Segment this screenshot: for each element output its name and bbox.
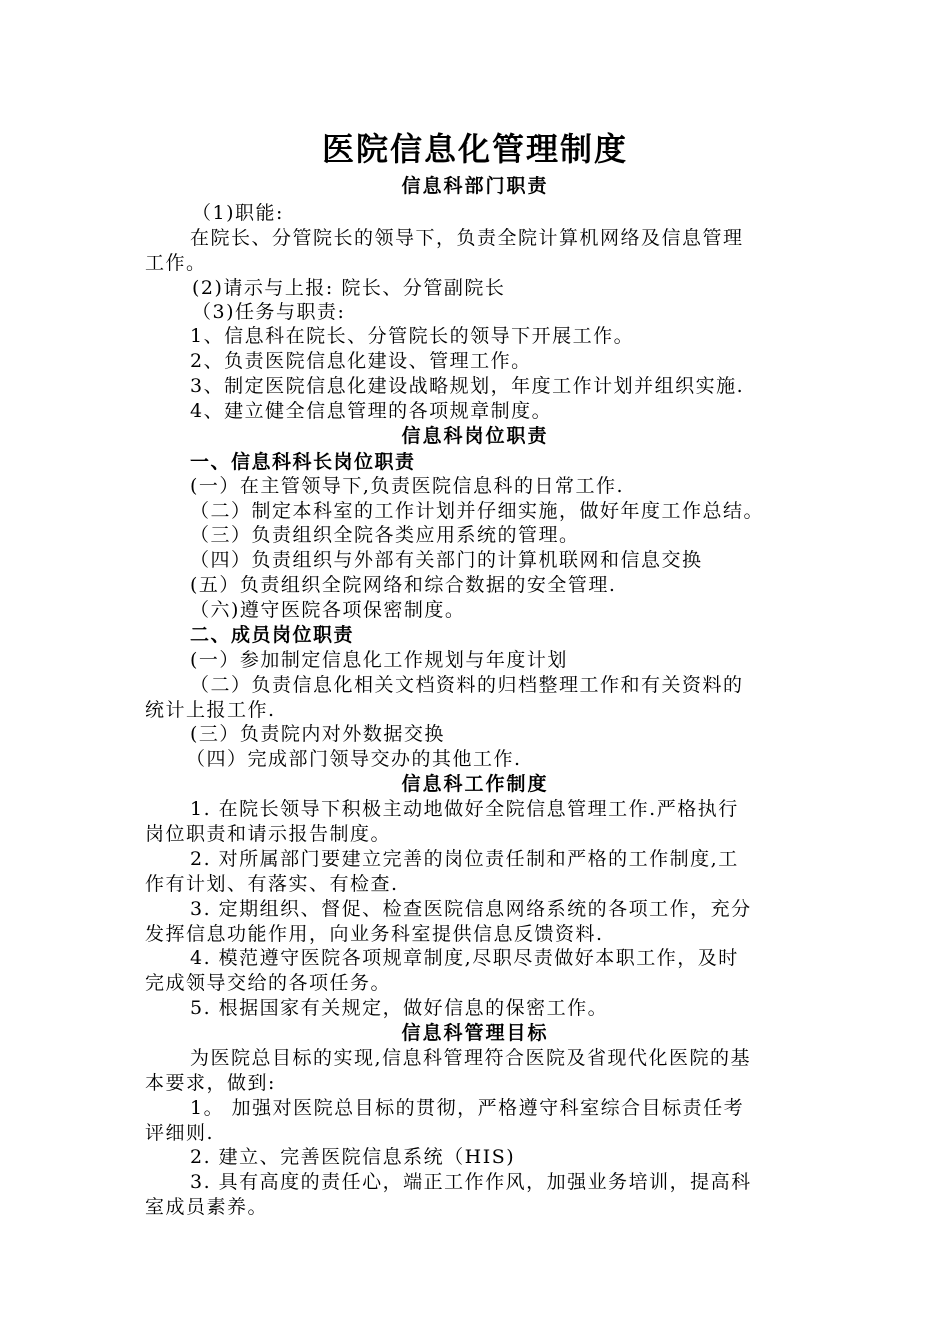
paragraph-line: （四）完成部门领导交办的其他工作. xyxy=(186,748,522,770)
paragraph-line: （1)职能: xyxy=(192,202,284,224)
paragraph-line: （三）负责组织全院各类应用系统的管理。 xyxy=(190,524,580,546)
paragraph-line: 5. 根据国家有关规定，做好信息的保密工作。 xyxy=(190,997,609,1019)
paragraph-line: 2、负责医院信息化建设、管理工作。 xyxy=(190,350,532,372)
paragraph-line: (五）负责组织全院网络和综合数据的安全管理. xyxy=(190,574,617,596)
paragraph-line: （二）负责信息化相关文档资料的归档整理工作和有关资料的 xyxy=(190,674,744,696)
section-heading-post-duties: 信息科岗位职责 xyxy=(401,425,549,447)
paragraph-line: 本要求，做到: xyxy=(145,1072,276,1094)
paragraph-line: （3)任务与职责: xyxy=(192,301,346,323)
document-title: 医院信息化管理制度 xyxy=(321,130,628,168)
paragraph-line: 3. 定期组织、督促、检查医院信息网络系统的各项工作，充分 xyxy=(190,898,752,920)
paragraph-line: 工作。 xyxy=(145,252,207,274)
paragraph-line: （二）制定本科室的工作计划并仔细实施，做好年度工作总结。 xyxy=(190,500,765,522)
subsection-heading: 二、成员岗位职责 xyxy=(190,624,355,646)
paragraph-line: (三）负责院内对外数据交换 xyxy=(190,723,445,745)
paragraph-line: 1、信息科在院长、分管院长的领导下开展工作。 xyxy=(190,325,635,347)
paragraph-line: 室成员素养。 xyxy=(145,1196,269,1218)
paragraph-line: 2. 建立、完善医院信息系统（HIS) xyxy=(190,1146,516,1168)
paragraph-line: 统计上报工作. xyxy=(145,699,276,721)
paragraph-line: （四）负责组织与外部有关部门的计算机联网和信息交换 xyxy=(190,549,703,571)
paragraph-line: 评细则. xyxy=(145,1122,215,1144)
paragraph-line: 4、建立健全信息管理的各项规章制度。 xyxy=(190,400,553,422)
paragraph-line: (一）在主管领导下,负责医院信息科的日常工作. xyxy=(190,475,624,497)
paragraph-line: 为医院总目标的实现,信息科管理符合医院及省现代化医院的基 xyxy=(190,1047,752,1069)
paragraph-line: 发挥信息功能作用，向业务科室提供信息反馈资料. xyxy=(145,923,604,945)
paragraph-line: （六)遵守医院各项保密制度。 xyxy=(190,599,466,621)
paragraph-line: 1. 在院长领导下积极主动地做好全院信息管理工作.严格执行 xyxy=(190,798,739,820)
section-heading-dept-duties: 信息科部门职责 xyxy=(401,175,549,197)
paragraph-line: 1。 加强对医院总目标的贯彻，严格遵守科室综合目标责任考 xyxy=(190,1097,745,1119)
subsection-heading: 一、信息科科长岗位职责 xyxy=(190,451,416,473)
paragraph-line: 3、制定医院信息化建设战略规划，年度工作计划并组织实施. xyxy=(190,375,745,397)
paragraph-line: 作有计划、有落实、有检查. xyxy=(145,873,399,895)
paragraph-line: (一）参加制定信息化工作规划与年度计划 xyxy=(190,649,568,671)
paragraph-line: 3. 具有高度的责任心，端正工作作风，加强业务培训，提高科 xyxy=(190,1171,752,1193)
paragraph-line: 在院长、分管院长的领导下，负责全院计算机网络及信息管理 xyxy=(190,227,744,249)
section-heading-mgmt-goals: 信息科管理目标 xyxy=(401,1022,549,1044)
paragraph-line: 2. 对所属部门要建立完善的岗位责任制和严格的工作制度,工 xyxy=(190,848,739,870)
paragraph-line: 岗位职责和请示报告制度。 xyxy=(145,823,392,845)
section-heading-work-rules: 信息科工作制度 xyxy=(401,773,549,795)
paragraph-line: 4. 模范遵守医院各项规章制度,尽职尽责做好本职工作，及时 xyxy=(190,947,739,969)
paragraph-line: 完成领导交给的各项任务。 xyxy=(145,972,392,994)
paragraph-line: (2)请示与上报: 院长、分管副院长 xyxy=(192,277,506,299)
